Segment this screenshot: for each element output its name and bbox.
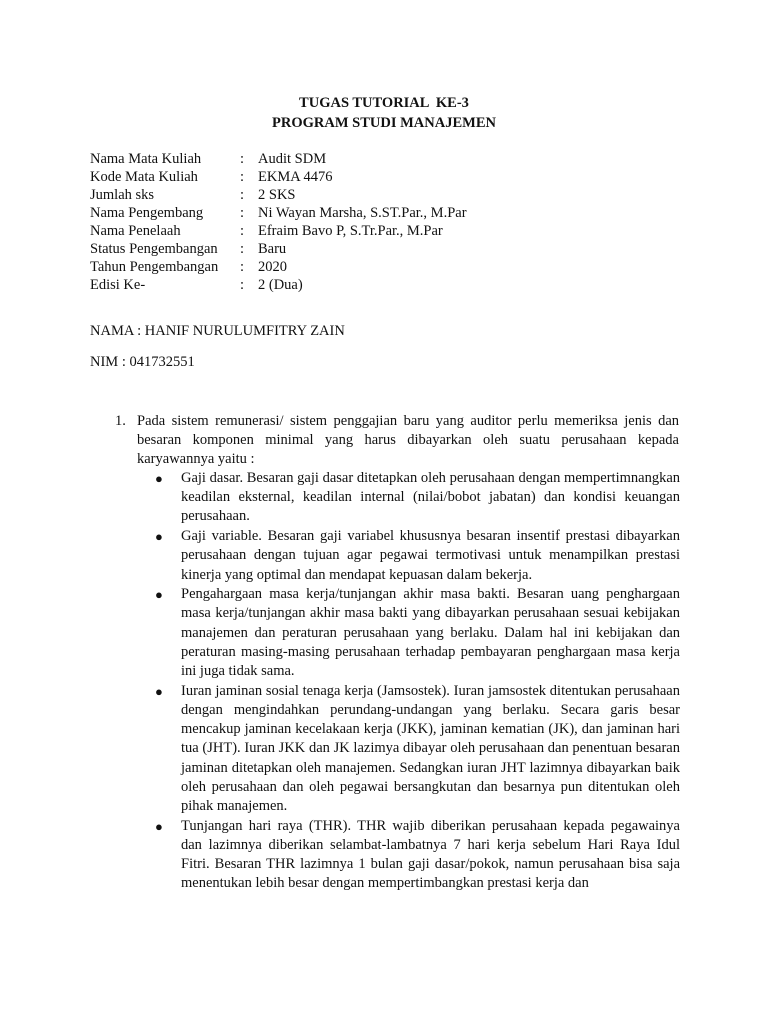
info-value: Baru (258, 241, 287, 257)
list-item (155, 527, 680, 585)
list-item-text: Gaji dasar. Besaran gaji dasar ditetapkan oleh perusahaan dengan mempertimnangkan keadilan eksternal, keadilan internal (nilai/bobot jabatan) dan kondisi keuangan perusahaan. (181, 470, 680, 525)
bullet-icon: ● (155, 529, 163, 545)
info-separator: : (240, 259, 245, 275)
info-label: Nama Pengembang (90, 205, 204, 221)
list-item (155, 469, 680, 527)
answer-bullet-list (155, 469, 680, 894)
info-separator: : (240, 223, 245, 239)
list-item-text: Pengahargaan masa kerja/tunjangan akhir masa bakti. Besaran uang penghargaan masa kerja/tunjangan akhir masa bakti yang dibayarkan perusahaan sesuai kebijakan manajemen dan peraturan perusahaan yang berlaku. Dalam hal ini kebijakan dan peraturan masing-masing perusahaan terhadap pembayaran penghargaan masa kerja ini juga tidak sama. (181, 586, 680, 680)
info-value: Ni Wayan Marsha, S.ST.Par., M.Par (258, 205, 467, 221)
list-item-text: Gaji variable. Besaran gaji variabel khususnya besaran insentif prestasi dibayarkan perusahaan dengan tujuan agar pegawai termotivasi untuk menampilkan prestasi kinerja yang optimal dan mendapat kepuasan dalam bekerja. (181, 528, 680, 583)
info-value: 2 (Dua) (258, 277, 303, 293)
list-item (155, 682, 680, 816)
document-title (0, 93, 768, 133)
info-label: Tahun Pengembangan (90, 259, 219, 275)
info-value: Efraim Bavo P, S.Tr.Par., M.Par (258, 223, 443, 239)
info-label: Status Pengembangan (90, 241, 218, 257)
info-value: 2020 (258, 259, 287, 275)
info-row (90, 204, 467, 222)
course-info-table (90, 150, 467, 294)
info-row (90, 276, 467, 294)
list-item-text: Iuran jaminan sosial tenaga kerja (Jamsostek). Iuran jamsostek ditentukan perusahaan dengan mengindahkan perundang-undangan yang berlaku. Secara garis besar mencakup jaminan kecelakaan kerja (JKK), jaminan kematian (JK), dan jaminan hari tua (JHT). Iuran JKK dan JK lazimya dibayar oleh perusahaan dan penentuan besaran jaminan ditetapkan oleh manajemen. Sedangkan iuran JHT lazimnya dibayarkan baik oleh perusahaan dan oleh pegawai bersangkutan dan besarnya pun ditentukan oleh pihak manajemen. (181, 682, 680, 814)
bullet-icon: ● (155, 587, 163, 603)
bullet-icon: ● (155, 818, 163, 834)
info-label: Kode Mata Kuliah (90, 169, 198, 185)
student-name: NAMA : HANIF NURULUMFITRY ZAIN (90, 323, 345, 339)
info-separator: : (240, 277, 245, 293)
info-label: Nama Mata Kuliah (90, 151, 202, 167)
info-separator: : (240, 151, 245, 167)
info-label: Nama Penelaah (90, 223, 181, 239)
info-value: EKMA 4476 (258, 169, 333, 185)
info-label: Edisi Ke- (90, 277, 146, 293)
bullet-icon: ● (155, 471, 163, 486)
bullet-icon: ● (155, 683, 163, 699)
question-text: Pada sistem remunerasi/ sistem penggajian baru yang auditor perlu memeriksa jenis dan besaran komponen minimal yang harus dibayarkan oleh suatu perusahaan kepada karyawannya yaitu : (137, 413, 679, 467)
info-row (90, 168, 467, 186)
info-value: Audit SDM (258, 151, 327, 167)
list-item-text: Tunjangan hari raya (THR). THR wajib diberikan perusahaan kepada pegawainya dan lazimnya diberikan selambat-lambatnya 7 hari kerja sebelum Hari Raya Idul Fitri. Besaran THR lazimnya 1 bulan gaji dasar/pokok, namun perusahaan bisa saja menentukan lebih besar dengan mempertimbangkan prestasi kerja dan (181, 817, 680, 892)
info-separator: : (240, 205, 245, 221)
info-label: Jumlah sks (90, 187, 155, 203)
info-row (90, 150, 467, 168)
info-separator: : (240, 169, 245, 185)
info-row (90, 186, 467, 204)
info-value: 2 SKS (258, 187, 296, 203)
info-row (90, 240, 467, 258)
list-item (155, 817, 680, 894)
info-row (90, 258, 467, 276)
student-nim: NIM : 041732551 (90, 354, 195, 370)
list-item (155, 585, 680, 681)
question-number: 1. (115, 413, 126, 429)
info-row (90, 222, 467, 240)
info-separator: : (240, 241, 245, 257)
title-line-2: PROGRAM STUDI MANAJEMEN (272, 115, 496, 131)
title-line-1: TUGAS TUTORIAL KE-3 (299, 95, 469, 111)
info-separator: : (240, 187, 245, 203)
